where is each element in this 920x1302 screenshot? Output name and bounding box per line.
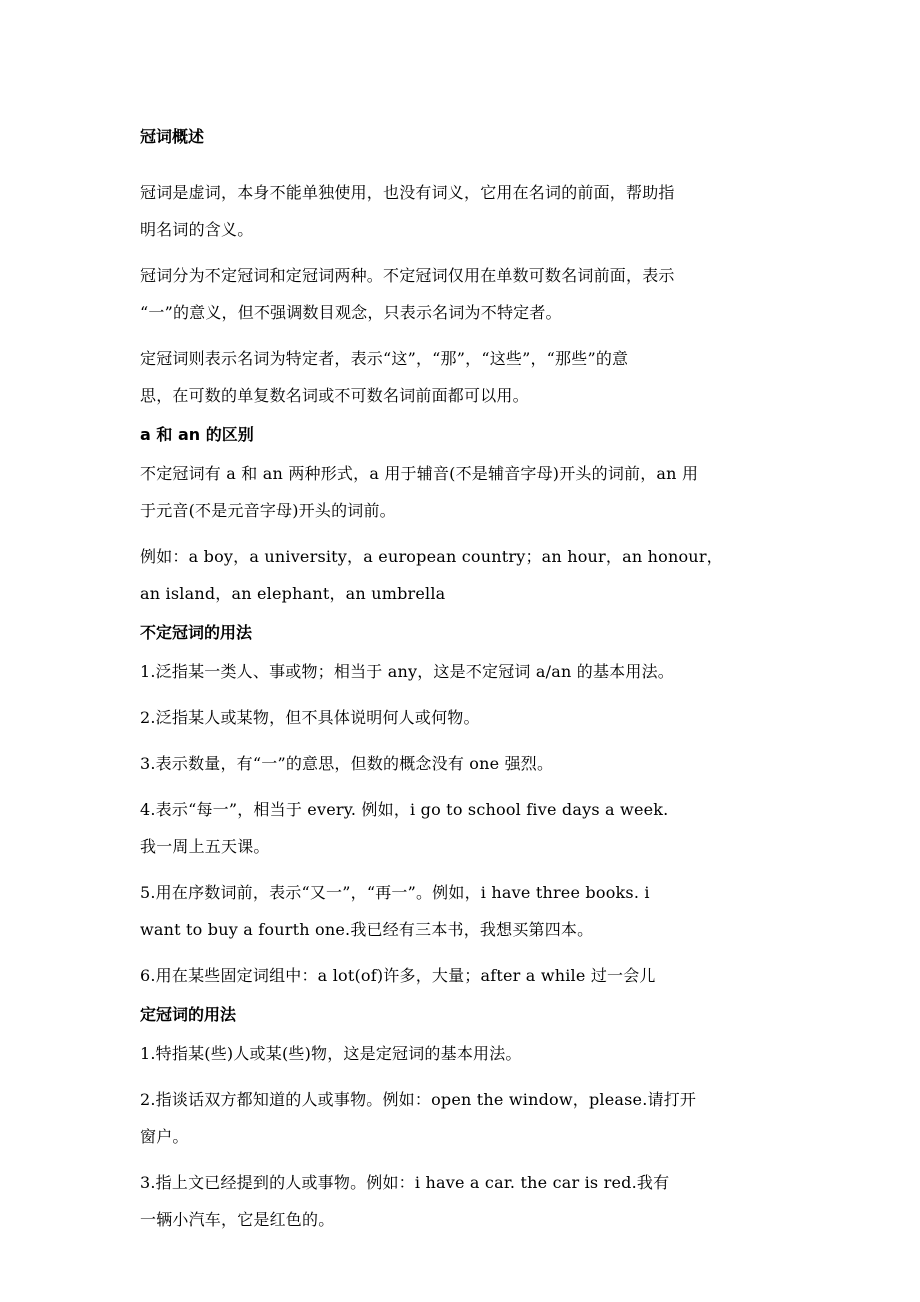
list-item-indefinite-1 xyxy=(140,653,780,690)
list-item-indefinite-6 xyxy=(140,957,780,994)
section-title-overview: 冠词概述 xyxy=(140,127,205,146)
section-title-a-an: a 和 an 的区别 xyxy=(140,425,254,444)
text-line: 我一周上五天课。 xyxy=(140,837,270,856)
text-line: 1.泛指某一类人、事或物；相当于 any，这是不定冠词 a/an 的基本用法。 xyxy=(140,662,674,681)
list-item-indefinite-2 xyxy=(140,699,780,736)
text-line: 4.表示“每一”，相当于 every. 例如，i go to school five days a week. xyxy=(140,800,669,819)
list-item-definite-3 xyxy=(140,1164,780,1238)
text-line: 于元音(不是元音字母)开头的词前。 xyxy=(140,501,396,520)
text-line: 不定冠词有 a 和 an 两种形式，a 用于辅音(不是辅音字母)开头的词前，an 用 xyxy=(140,464,699,483)
list-item-indefinite-5 xyxy=(140,874,780,948)
text-line: 5.用在序数词前，表示“又一”，“再一”。例如，i have three books. i xyxy=(140,883,650,902)
section-title-definite: 定冠词的用法 xyxy=(140,1005,237,1024)
list-item-definite-1 xyxy=(140,1035,780,1072)
text-line: 1.特指某(些)人或某(些)物，这是定冠词的基本用法。 xyxy=(140,1044,522,1063)
text-line: 一辆小汽车，它是红色的。 xyxy=(140,1210,335,1229)
paragraph-a-an-forms xyxy=(140,455,780,529)
list-item-definite-2 xyxy=(140,1081,780,1155)
text-line: an island，an elephant，an umbrella xyxy=(140,584,446,603)
text-line: “一”的意义，但不强调数目观念，只表示名词为不特定者。 xyxy=(140,303,562,322)
section-title-indefinite: 不定冠词的用法 xyxy=(140,623,253,642)
paragraph-a-an-examples xyxy=(140,538,780,612)
text-line: 明名词的含义。 xyxy=(140,220,254,239)
text-line: 3.表示数量，有“一”的意思，但数的概念没有 one 强烈。 xyxy=(140,754,554,773)
text-line: 2.指谈话双方都知道的人或事物。例如：open the window，please.请打开 xyxy=(140,1090,697,1109)
paragraph-overview-definition xyxy=(140,174,780,248)
list-item-indefinite-3 xyxy=(140,745,780,782)
document-page xyxy=(140,120,780,1247)
text-line: 冠词分为不定冠词和定冠词两种。不定冠词仅用在单数可数名词前面，表示 xyxy=(140,266,675,285)
text-line: 例如：a boy，a university，a european country；an hour，an honour， xyxy=(140,547,723,566)
text-line: 定冠词则表示名词为特定者，表示“这”，“那”，“这些”，“那些”的意 xyxy=(140,349,629,368)
text-line: 6.用在某些固定词组中：a lot(of)许多，大量；after a while 过一会儿 xyxy=(140,966,656,985)
paragraph-overview-types xyxy=(140,257,780,331)
text-line: 冠词是虚词，本身不能单独使用，也没有词义，它用在名词的前面，帮助指 xyxy=(140,183,675,202)
list-item-indefinite-4 xyxy=(140,791,780,865)
text-line: 窗户。 xyxy=(140,1127,189,1146)
text-line: 3.指上文已经提到的人或事物。例如：i have a car. the car is red.我有 xyxy=(140,1173,670,1192)
paragraph-overview-definite xyxy=(140,340,780,414)
text-line: 思，在可数的单复数名词或不可数名词前面都可以用。 xyxy=(140,386,529,405)
text-line: 2.泛指某人或某物，但不具体说明何人或何物。 xyxy=(140,708,480,727)
text-line: want to buy a fourth one.我已经有三本书，我想买第四本。 xyxy=(140,920,594,939)
